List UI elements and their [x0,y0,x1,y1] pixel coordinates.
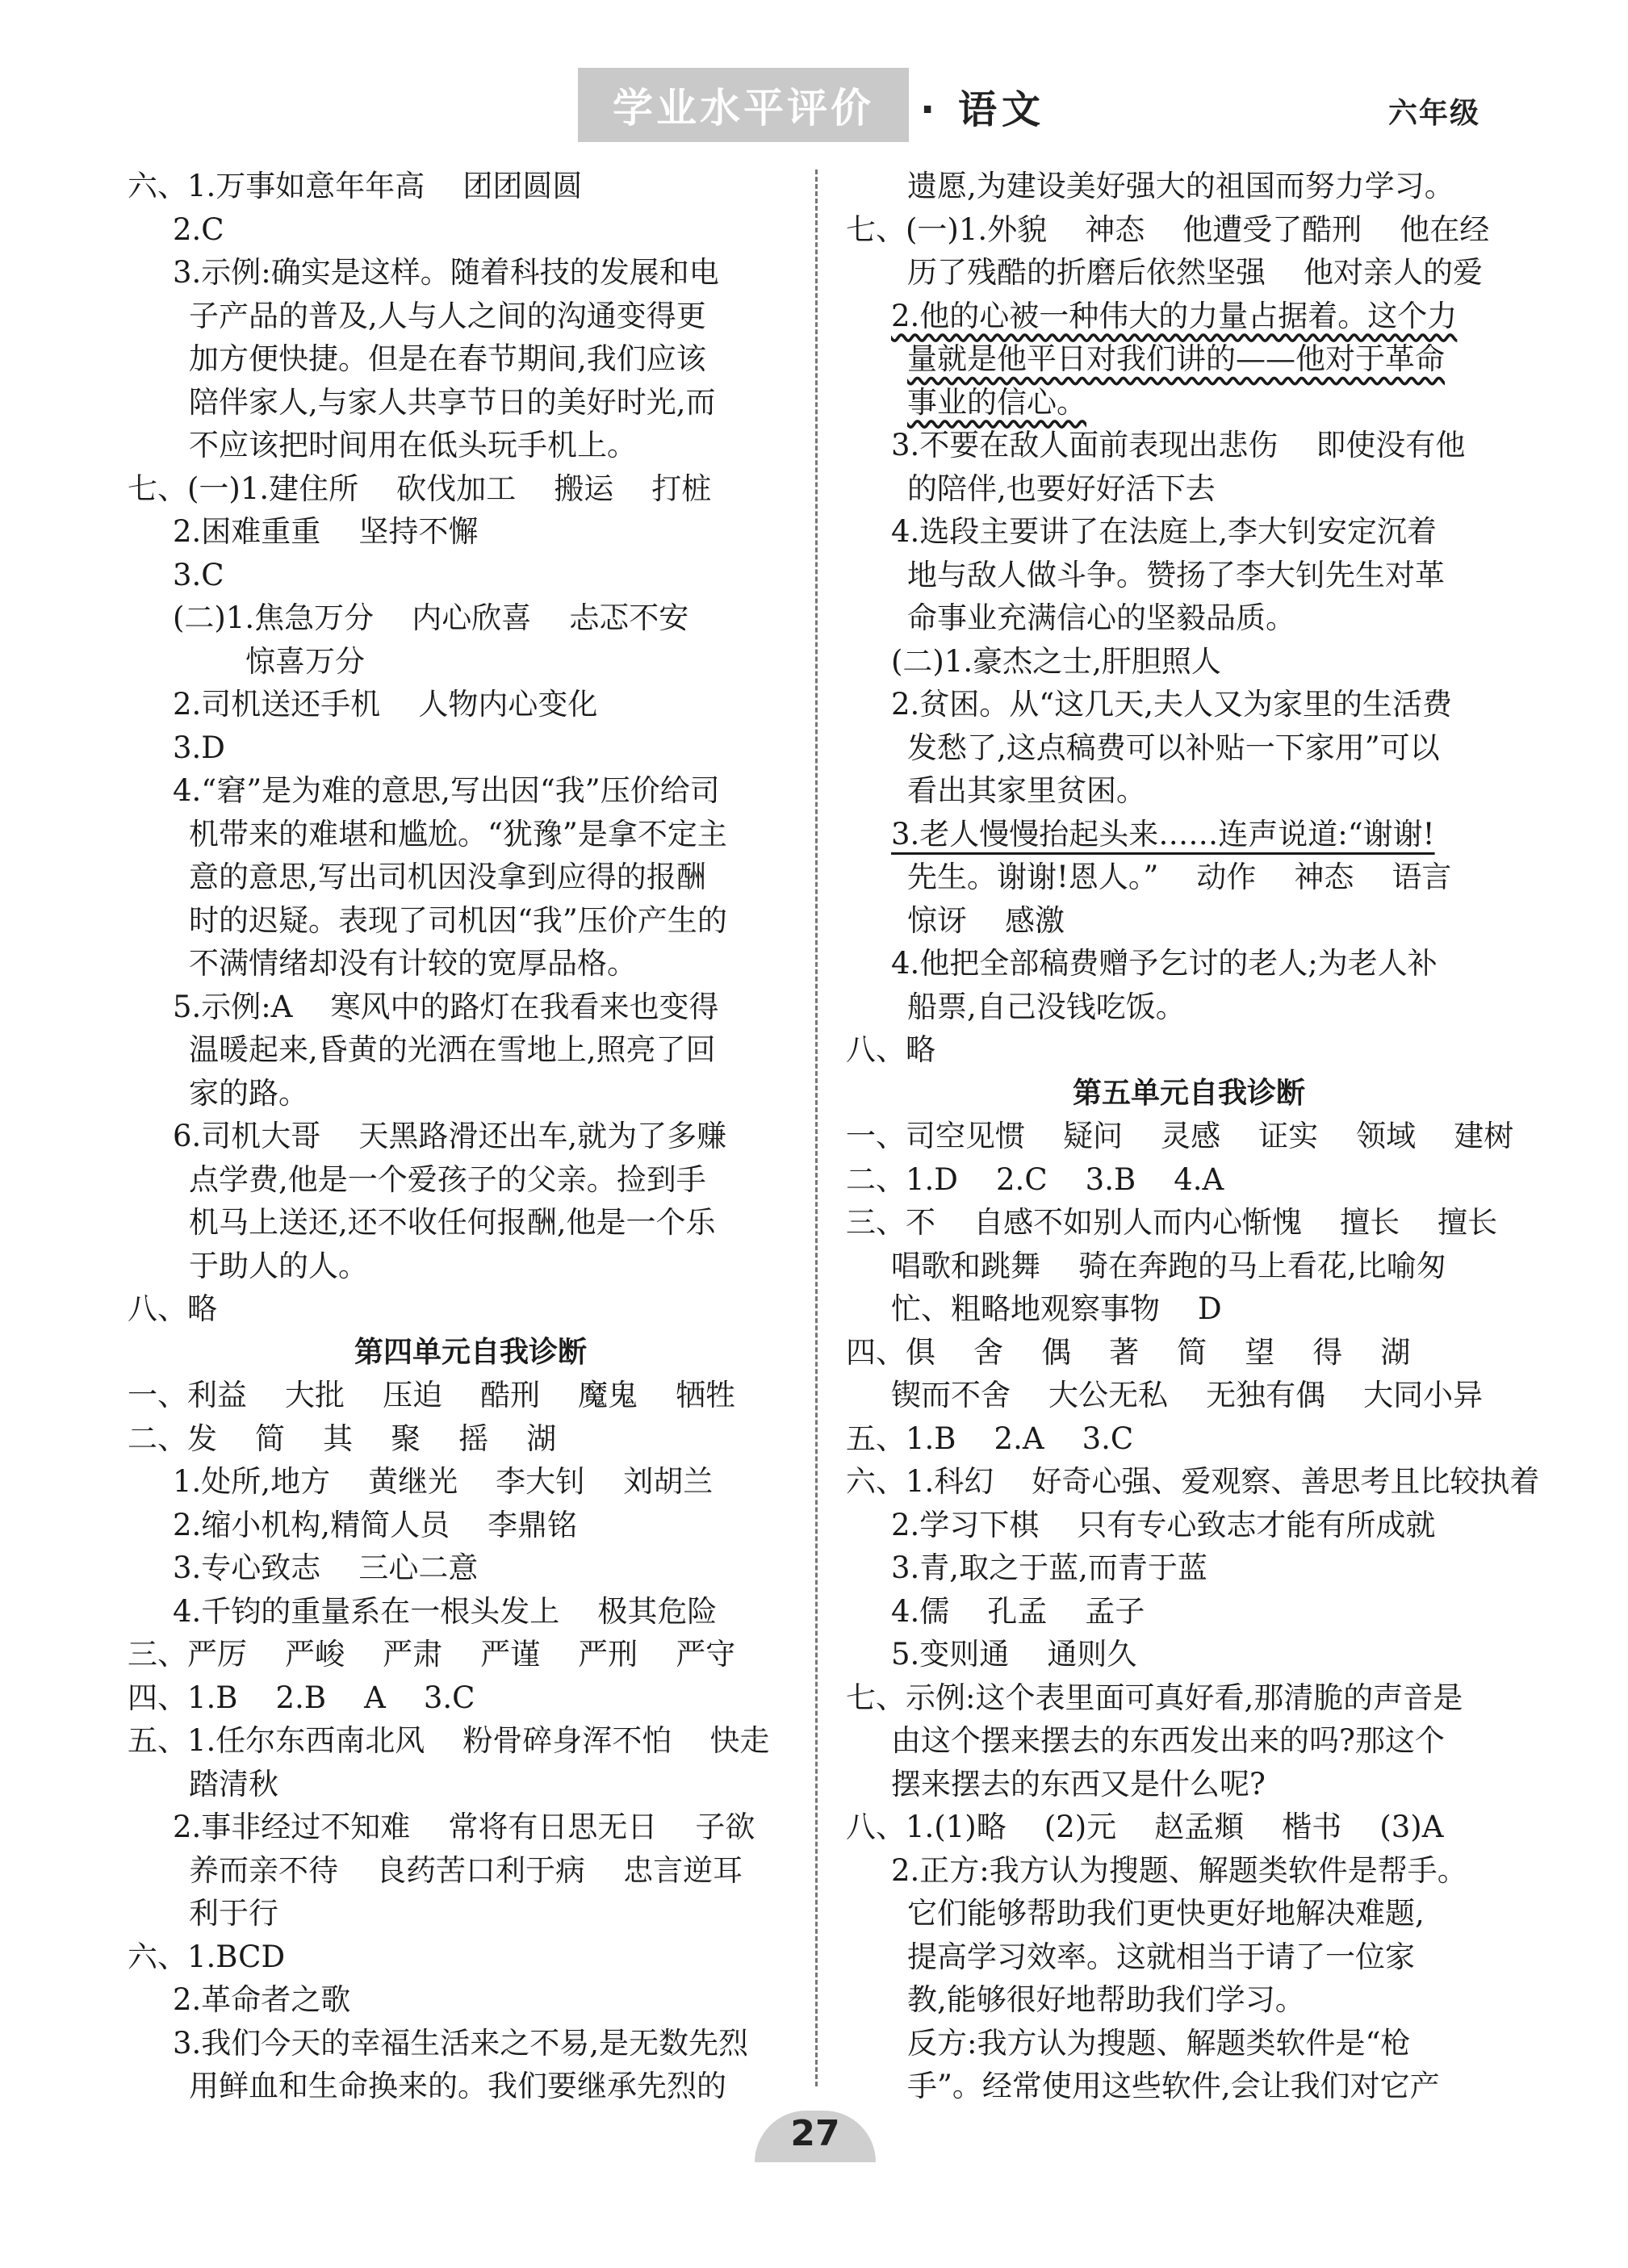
answer-line [846,1719,1532,1763]
answer-line [128,337,814,381]
answer-text: 七、示例:这个表里面可真好看,那清脆的声音是 [846,1680,1463,1715]
answer-line [846,1978,1532,2022]
answer-text: 2.事非经过不知难 常将有日思无日 子欲 [173,1810,755,1844]
answer-text: 二、发 简 其 聚 摇 湖 [128,1421,557,1456]
answer-line [846,1849,1532,1893]
answer-text: 4.千钧的重量系在一根头发上 极其危险 [173,1593,718,1629]
answer-text: 摆来摆去的东西又是什么呢? [891,1766,1266,1801]
header-banner: 学业水平评价 [578,68,909,142]
answer-line [128,424,814,467]
answer-text: 点学费,他是一个爱孩子的父亲。捡到手 [189,1161,706,1197]
answer-line [846,1417,1532,1461]
answer-text: 3.不要在敌人面前表现出悲伤 即使没有他 [891,428,1466,462]
answer-text: 4.选段主要讲了在法庭上,李大钊安定沉着 [891,514,1438,549]
answer-line [846,1590,1532,1634]
answer-line [128,985,814,1029]
answer-text: 遗愿,为建设美好强大的祖国而努力学习。 [907,169,1454,203]
answer-text: 4.他把全部稿费赠予乞讨的老人;为老人补 [891,946,1438,981]
answer-line [846,1935,1532,1979]
answer-text: 三、不 自感不如别人而内心惭愧 擅长 擅长 [846,1205,1498,1240]
answer-line [128,596,814,640]
answer-text: 家的路。 [189,1075,308,1111]
answer-line [846,1287,1532,1331]
answer-line [846,1331,1532,1375]
answer-line [128,1417,814,1461]
answer-line [128,165,814,208]
answer-line [846,1892,1532,1935]
answer-text: 量就是他平日对我们讲的——他对于革命 [907,341,1445,376]
answer-text: 4.儒 孔孟 孟子 [891,1593,1145,1629]
answer-line [846,554,1532,597]
answer-line [846,683,1532,726]
answer-text: 第四单元自我诊断 [354,1335,587,1369]
answer-text: 地与敌人做斗争。赞扬了李大钊先生对革 [907,557,1445,592]
answer-text: 唱歌和跳舞 骑在奔跑的马上看花,比喻匆 [891,1248,1446,1283]
answer-line [846,769,1532,813]
answer-text: 教,能够很好地帮助我们学习。 [907,1982,1305,2017]
answer-text: 2.困难重重 坚持不懈 [173,514,479,549]
answer-line [846,1633,1532,1676]
answer-line [846,251,1532,295]
answer-text: 一、利益 大批 压迫 酷刑 魔鬼 牺牲 [128,1378,736,1412]
answer-text: 发愁了,这点稿费可以补贴一下家用”可以 [907,730,1440,765]
answer-text: 的陪伴,也要好好活下去 [907,471,1216,506]
answer-text: 5.变则通 通则久 [891,1637,1137,1672]
answer-line [846,295,1532,338]
answer-line [128,942,814,985]
answer-text: 3.青,取之于蓝,而青于蓝 [891,1550,1207,1585]
answer-text: 忙、粗略地观察事物 D [891,1291,1222,1326]
answer-line [128,1460,814,1504]
answer-line [128,208,814,252]
answer-text: 五、1.任尔东西南北风 粉骨碎身浑不怕 快走 [128,1723,770,1758]
answer-line [846,467,1532,511]
answer-text: 四、俱 舍 偶 著 简 望 得 湖 [846,1334,1411,1370]
answer-line [128,1590,814,1634]
answer-line [128,1676,814,1720]
answer-line [846,337,1532,381]
answer-line [846,208,1532,252]
answer-line [846,726,1532,770]
answer-text: 机带来的难堪和尴尬。“犹豫”是拿不定主 [189,816,727,852]
answer-text: 它们能够帮助我们更快更好地解决难题, [907,1896,1425,1931]
answer-line [846,1158,1532,1202]
answer-line [128,1892,814,1935]
answer-text: 3.D [173,730,225,765]
answer-line [128,1849,814,1893]
answer-text: 于助人的人。 [189,1248,368,1283]
answer-text: 3.C [173,557,224,592]
answer-line [846,2065,1532,2108]
answer-text: 先生。谢谢!恩人。” 动作 神态 语言 [907,860,1452,894]
answer-line [128,1072,814,1115]
answer-line [846,1763,1532,1806]
answer-text: 七、(一)1.建住所 砍伐加工 搬运 打桩 [128,471,712,506]
answer-text: 踏清秋 [189,1766,278,1801]
answer-text: 八、1.(1)略 (2)元 赵孟頫 楷书 (3)A [846,1810,1444,1844]
answer-line [128,1978,814,2022]
answer-line [846,813,1532,856]
answer-text: 3.老人慢慢抬起头来……连声说道:“谢谢! [891,816,1435,852]
answer-line [128,769,814,813]
answer-line [128,1633,814,1676]
subject-title: · 语文 [920,86,1045,132]
answer-text: 利于行 [189,1896,278,1931]
answer-text: 一、司空见惯 疑问 灵感 证实 领域 建树 [846,1119,1514,1153]
answer-line [128,295,814,338]
answer-line [846,1460,1540,1504]
answer-text: 六、1.万事如意年年高 团团圆圆 [128,169,583,203]
answer-line [846,596,1532,640]
answer-line [846,1201,1532,1245]
answer-line [846,1245,1532,1288]
answer-text: 不满情绪却没有计较的宽厚品格。 [189,946,637,981]
answer-text: 3.示例:确实是这样。随着科技的发展和电 [173,255,719,290]
answer-line [846,2022,1532,2065]
column-divider [815,169,818,2086]
answer-line [128,1287,814,1331]
answer-line [128,1374,814,1417]
answer-text: 时的迟疑。表现了司机因“我”压价产生的 [189,902,727,938]
answer-line [128,554,814,597]
answer-text: 1.处所,地方 黄继光 李大钊 刘胡兰 [173,1464,714,1499]
answer-line [846,1374,1532,1417]
answer-line [128,1245,814,1288]
answer-line [128,510,814,554]
answer-line [128,640,814,684]
answer-line [846,1806,1532,1849]
answer-line [846,899,1532,943]
answer-text: 二、1.D 2.C 3.B 4.A [846,1161,1224,1197]
answer-line [846,1028,1532,1072]
answer-line [846,381,1532,425]
answer-text: 命事业充满信心的坚毅品质。 [907,600,1295,635]
answer-text: 三、严厉 严峻 严肃 严谨 严刑 严守 [128,1637,736,1672]
answer-line [128,1935,814,1979]
left-column [128,165,814,2108]
answer-line [128,683,814,726]
answer-text: 机马上送还,还不收任何报酬,他是一个乐 [189,1205,716,1240]
answer-text: 2.C [173,211,224,247]
answer-text: 3.我们今天的幸福生活来之不易,是无数先烈 [173,2025,749,2061]
answer-line [128,1763,814,1806]
answer-line [128,856,814,899]
answer-text: 第五单元自我诊断 [1072,1076,1305,1110]
answer-text: 5.示例:A 寒风中的路灯在我看来也变得 [173,989,719,1024]
answer-line [128,813,814,856]
answer-text: 2.学习下棋 只有专心致志才能有所成就 [891,1507,1436,1542]
page-number: 27 [790,2113,840,2154]
answer-line [846,1676,1532,1720]
answer-line [128,2065,814,2108]
answer-text: 看出其家里贫困。 [907,773,1146,808]
answer-line [846,856,1532,899]
answer-text: 2.他的心被一种伟大的力量占据着。这个力 [891,298,1458,333]
answer-text: 6.司机大哥 天黑路滑还出车,就为了多赚 [173,1119,727,1153]
answer-line [128,2022,814,2065]
answer-text: 3.专心致志 三心二意 [173,1550,479,1585]
answer-text: 船票,自己没钱吃饭。 [907,989,1186,1024]
answer-text: 子产品的普及,人与人之间的沟通变得更 [189,298,706,333]
answer-line [128,381,814,425]
answer-text: 2.司机送还手机 人物内心变化 [173,687,598,722]
answer-line [128,1115,814,1158]
answer-line [846,1504,1532,1547]
answer-text: 锲而不舍 大公无私 无独有偶 大同小异 [891,1378,1484,1412]
answer-text: 2.革命者之歌 [173,1982,351,2017]
answer-text: 八、略 [128,1291,217,1326]
answer-text: 2.贫困。从“这几天,夫人又为家里的生活费 [891,687,1452,722]
answer-text: 四、1.B 2.B A 3.C [128,1680,475,1715]
answer-line [846,640,1532,684]
answer-text: 不应该把时间用在低头玩手机上。 [189,428,637,462]
answer-line [846,424,1532,467]
answer-line [128,251,814,295]
answer-text: 手”。经常使用这些软件,会让我们对它产 [907,2069,1440,2103]
answer-line [846,510,1532,554]
answer-text: 历了残酷的折磨后依然坚强 他对亲人的爱 [907,255,1484,290]
answer-text: 温暖起来,昏黄的光洒在雪地上,照亮了回 [189,1032,716,1067]
answer-text: 惊喜万分 [245,643,365,679]
answer-line [128,1806,814,1849]
answer-text: 五、1.B 2.A 3.C [846,1421,1134,1456]
answer-text: 养而亲不待 良药苦口利于病 忠言逆耳 [189,1852,743,1888]
answer-text: 加方便快捷。但是在春节期间,我们应该 [189,341,706,376]
answer-line [846,1546,1532,1590]
answer-text: 事业的信心。 [907,384,1086,420]
answer-text: 意的意思,写出司机因没拿到应得的报酬 [189,860,706,894]
answer-line [128,1504,814,1547]
right-column [846,165,1540,2108]
answer-text: 4.“窘”是为难的意思,写出因“我”压价给司 [173,773,720,808]
answer-text: 六、1.科幻 好奇心强、爱观察、善思考且比较执着 [846,1464,1540,1499]
answer-line [128,467,814,511]
grade-label: 六年级 [1388,97,1481,130]
answer-line [846,985,1532,1029]
answer-line [128,726,814,770]
answer-line [846,1115,1532,1158]
answer-line [128,1158,814,1202]
answer-text: (二)1.焦急万分 内心欣喜 忐忑不安 [173,600,689,635]
answer-text: 由这个摆来摆去的东西发出来的吗?那这个 [891,1723,1445,1758]
answer-text: 2.缩小机构,精简人员 李鼎铭 [173,1507,578,1542]
answer-line [128,899,814,943]
answer-text: 八、略 [846,1032,935,1067]
answer-line [128,1201,814,1245]
answer-text: 反方:我方认为搜题、解题类软件是“枪 [907,2025,1411,2061]
section-title [846,1072,1532,1115]
answer-line [128,1028,814,1072]
answer-text: (二)1.豪杰之士,肝胆照人 [891,643,1221,679]
section-title [128,1331,814,1375]
answer-text: 惊讶 感激 [907,902,1065,938]
answer-text: 陪伴家人,与家人共享节日的美好时光,而 [189,384,716,420]
answer-line [846,165,1532,208]
answer-line [128,1546,814,1590]
answer-text: 六、1.BCD [128,1939,286,1974]
answer-text: 提高学习效率。这就相当于请了一位家 [907,1939,1415,1974]
answer-text: 用鲜血和生命换来的。我们要继承先烈的 [189,2069,726,2103]
answer-line [846,942,1532,985]
answer-text: 七、(一)1.外貌 神态 他遭受了酷刑 他在经 [846,211,1490,247]
answer-text: 2.正方:我方认为搜题、解题类软件是帮手。 [891,1852,1467,1888]
answer-line [128,1719,814,1763]
